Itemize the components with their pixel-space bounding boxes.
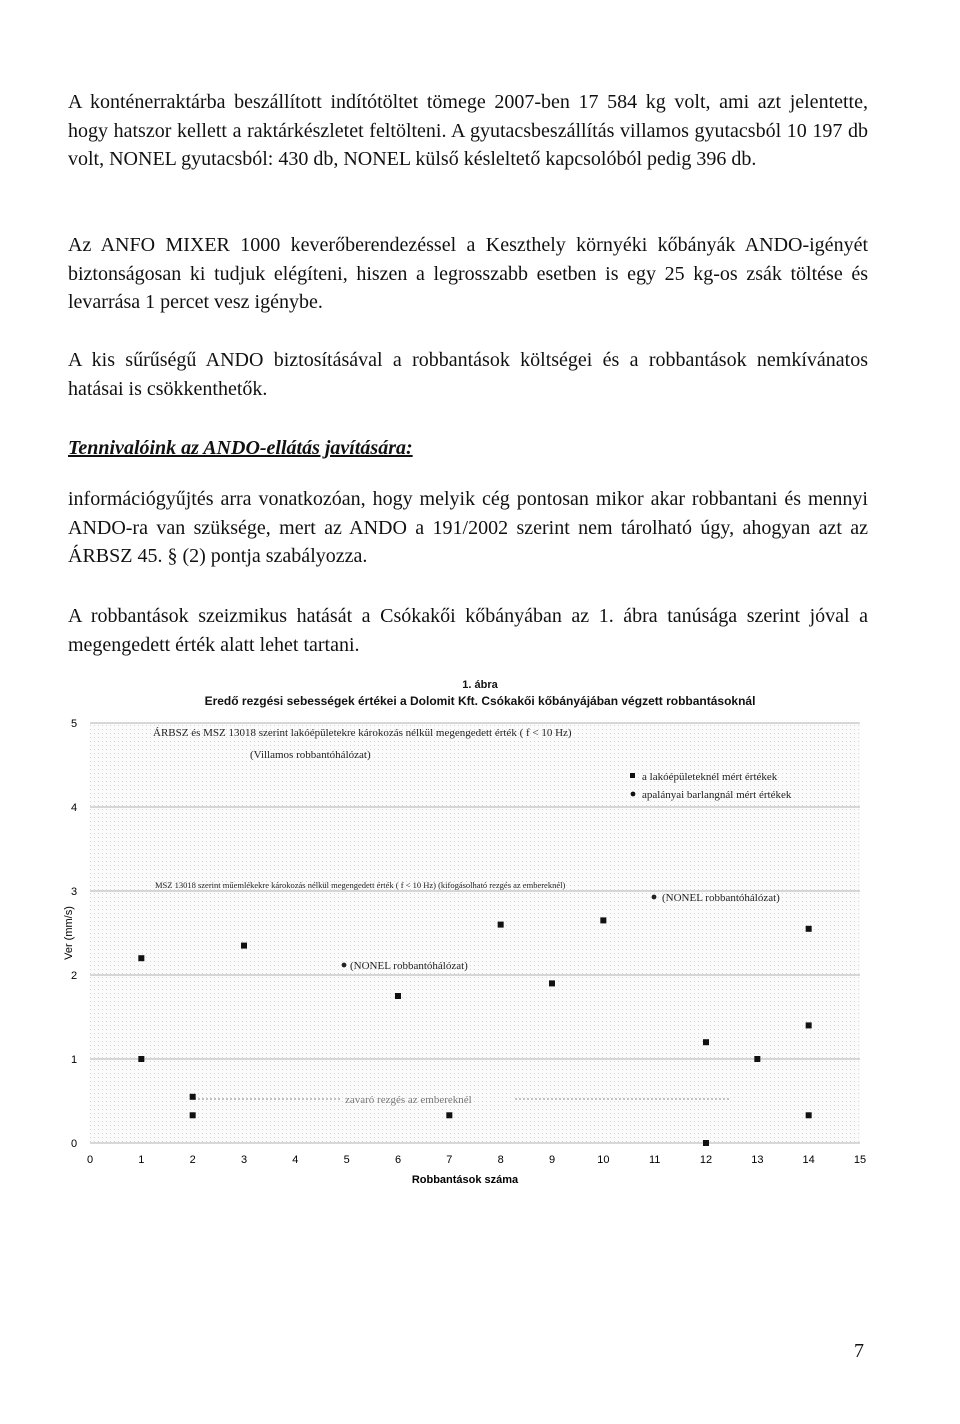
x-tick-label: 11 — [648, 1154, 661, 1166]
x-tick-labels — [87, 1154, 866, 1166]
x-tick-label: 14 — [802, 1154, 815, 1166]
annotation-nonel-mid-dot — [342, 963, 347, 968]
annotation-nonel-right: (NONEL robbantóhálózat) — [662, 892, 780, 904]
annotation-arbsz-limit: ÁRBSZ és MSZ 13018 szerint lakóépületekre károkozás nélkül megengedett érték ( f < 10 Hz) — [153, 727, 572, 739]
x-tick-label: 5 — [343, 1154, 350, 1166]
data-point — [600, 917, 606, 923]
annotation-nonel-mid: (NONEL robbantóhálózat) — [350, 960, 468, 972]
y-tick-label: 1 — [70, 1054, 78, 1066]
data-point — [754, 1056, 760, 1062]
paragraph-2: Az ANFO MIXER 1000 keverőberendezéssel a Keszthely környéki kőbányák ANDO-igényét biztonságosan ki tudjuk elégíteni, hiszen a legrosszabb esetben is egy 25 kg-os zsák töltése és levarrása 1 percet vesz igénybe. — [68, 234, 868, 313]
x-tick-label: 3 — [240, 1154, 248, 1166]
data-point — [703, 1140, 709, 1146]
data-point — [703, 1039, 709, 1045]
x-tick-label: 13 — [751, 1154, 764, 1166]
data-point — [806, 1112, 812, 1118]
figure-number: 1. ábra — [462, 679, 498, 691]
y-tick-label: 3 — [70, 886, 78, 898]
data-point — [806, 1022, 812, 1028]
x-tick-label: 8 — [497, 1154, 504, 1166]
data-point — [395, 993, 401, 999]
plot-area — [90, 723, 860, 1143]
legend-marker-dot — [631, 792, 636, 797]
y-axis-label: Ver (mm/s) — [63, 906, 75, 960]
data-point — [190, 1112, 196, 1118]
data-point — [138, 1056, 144, 1062]
y-tick-label: 5 — [70, 718, 78, 730]
data-point — [549, 980, 555, 986]
x-tick-label: 9 — [548, 1154, 556, 1166]
x-axis-label: Robbantások száma — [411, 1174, 519, 1186]
x-tick-label: 0 — [86, 1154, 94, 1166]
x-tick-label: 10 — [597, 1154, 610, 1166]
x-tick-label: 12 — [699, 1154, 713, 1166]
x-tick-label: 6 — [394, 1154, 402, 1166]
data-point — [241, 943, 247, 949]
annotation-nonel-right-dot — [652, 895, 657, 900]
paragraph-4: információgyűjtés arra vonatkozóan, hogy melyik cég pontosan mikor akar robbantani és mennyi ANDO-ra van szüksége, mert az ANDO a 191/2002 szerint nem tárolható úgy, ahogyan azt az ÁRBSZ 45. § (2) pontja szabályozza. — [68, 488, 868, 567]
annotation-disturbing: zavaró rezgés az embereknél — [345, 1094, 472, 1106]
legend-label-buildings: a lakóépületeknél mért értékek — [642, 771, 778, 783]
paragraph-3: A kis sűrűségű ANDO biztosításával a robbantások költségei és a robbantások nemkívánatos hatásai is csökkenthetők. — [68, 349, 868, 400]
figure-title: Eredő rezgési sebességek értékei a Dolomit Kft. Csókakői kőbányájában végzett robbantásoknál — [204, 694, 756, 708]
x-tick-label: 15 — [853, 1154, 867, 1166]
x-tick-label: 1 — [138, 1154, 145, 1166]
y-tick-label: 4 — [70, 802, 78, 814]
annotation-msz-monument: MSZ 13018 szerint műemlékekre károkozás nélkül megengedett érték ( f < 10 Hz) (kifogásolható rezgés az embereknél) — [155, 880, 566, 890]
data-point — [498, 922, 504, 928]
paragraph-1: A konténerraktárba beszállított indítótöltet tömege 2007-ben 17 584 kg volt, ami azt jelentette, hogy hatszor kellett a raktárkészletet feltölteni. A gyutacsbeszállítás villamos gyutacsból 10 197 db volt, NONEL gyutacsból: 430 db, NONEL külső késleltető kapcsolóból pedig 396 db. — [68, 91, 868, 170]
data-point — [190, 1094, 196, 1100]
page-number: 7 — [854, 1340, 864, 1362]
data-point — [806, 926, 812, 932]
annotation-villamos: (Villamos robbantóhálózat) — [250, 749, 371, 761]
legend-label-cave: apalányai barlangnál mért értékek — [642, 789, 792, 801]
paragraph-5: A robbantások szeizmikus hatását a Csókakői kőbányában az 1. ábra tanúsága szerint jóval a megengedett érték alatt lehet tartani. — [68, 605, 868, 656]
section-heading: Tennivalóink az ANDO-ellátás javítására: — [68, 437, 413, 459]
x-tick-label: 7 — [446, 1154, 453, 1166]
x-tick-label: 2 — [189, 1154, 196, 1166]
chart — [50, 705, 890, 1195]
x-tick-label: 4 — [292, 1154, 299, 1166]
y-tick-label: 2 — [70, 970, 78, 982]
y-tick-label: 0 — [70, 1138, 78, 1150]
data-point — [138, 955, 144, 961]
legend-marker-square — [630, 773, 635, 778]
data-point — [446, 1112, 452, 1118]
